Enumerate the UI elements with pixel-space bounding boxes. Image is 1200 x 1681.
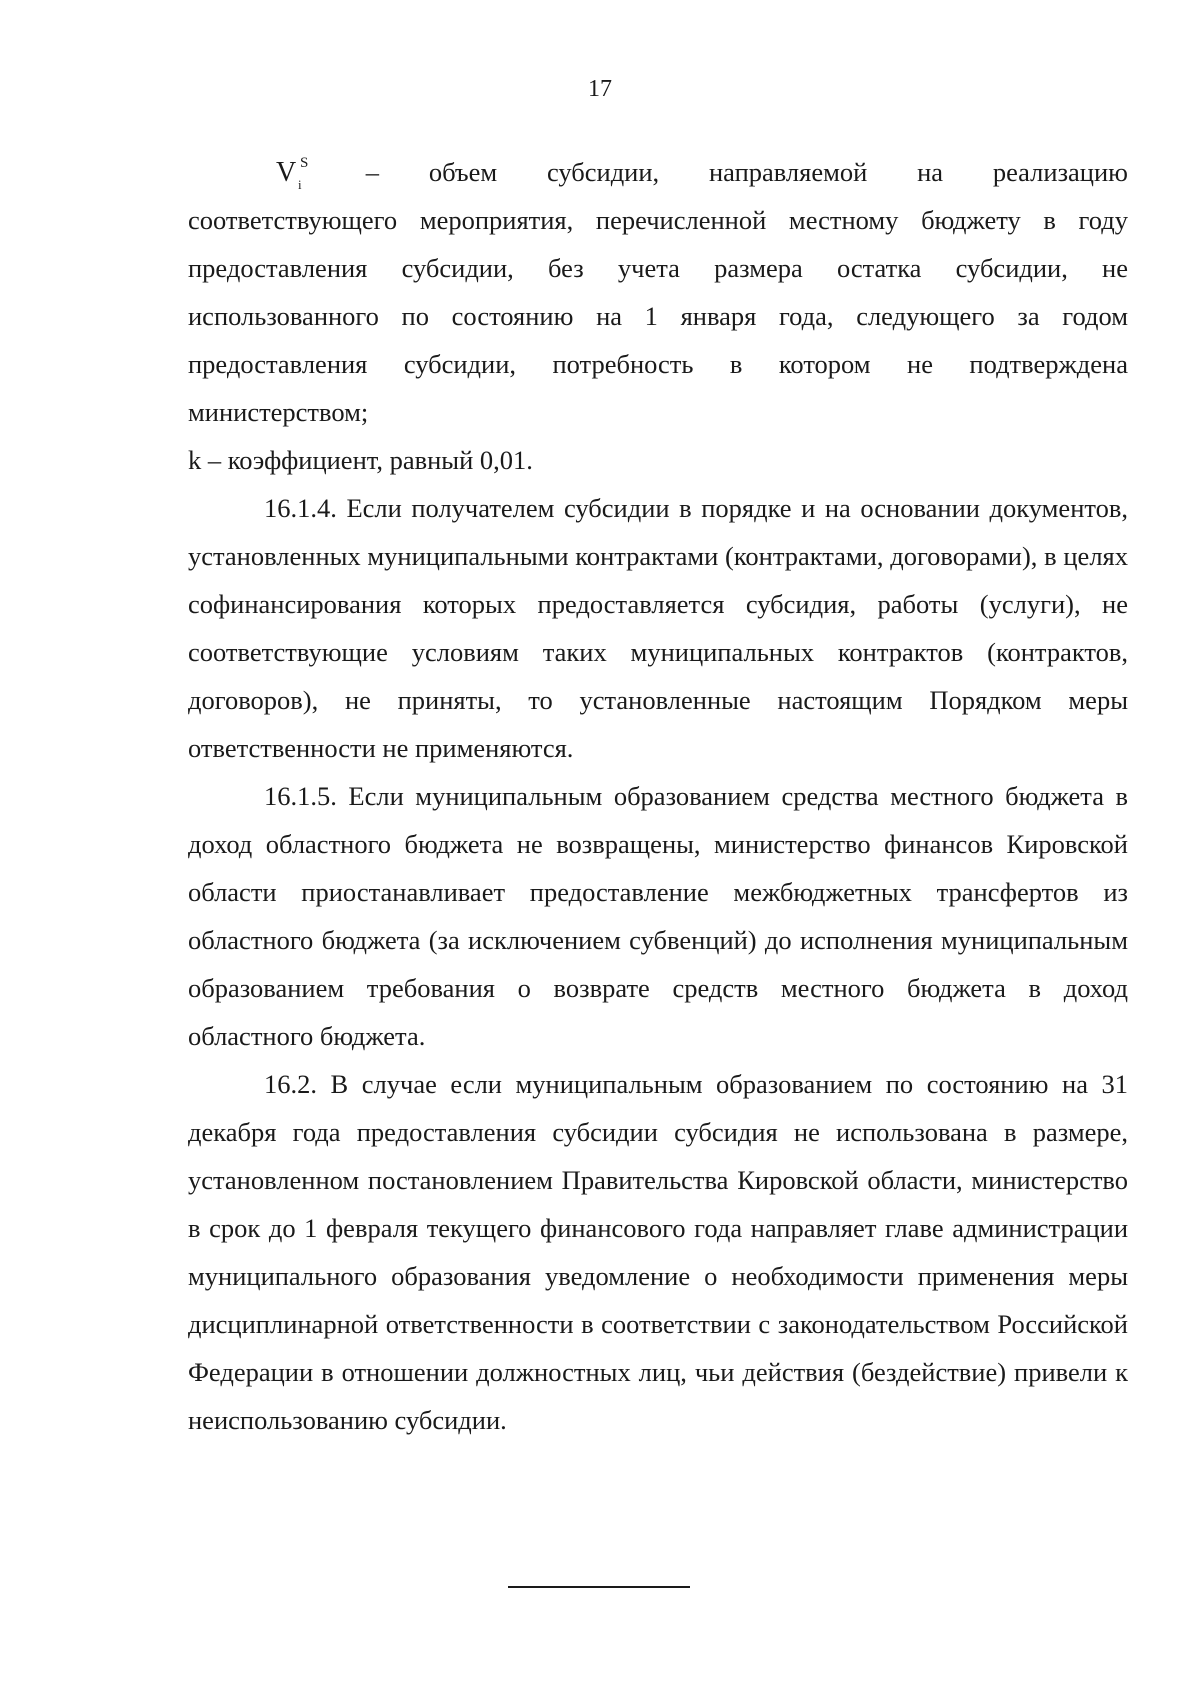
definition-word: направляемой	[708, 157, 868, 187]
symbol-superscript: S	[300, 155, 309, 171]
definition-word: субсидии,	[546, 157, 660, 187]
paragraph-16-2: 16.2. В случае если муниципальным образованием по состоянию на 31 декабря года предоставления субсидии субсидия не использована в размере, установленном постановлением Правительства Кировской области, министерство в срок до 1 февраля текущего финансового года направляет главе администрации муниципального образования уведомление о необходимости применения меры дисциплинарной ответственности в соответствии с законодательством Российской Федерации в отношении должностных лиц, чьи действия (бездействие) привели к неиспользованию субсидии.	[188, 1069, 1128, 1435]
k-coefficient-definition: k – коэффициент, равный 0,01.	[188, 445, 533, 475]
definition-word: объем	[428, 157, 498, 187]
closing-divider-line	[508, 1586, 690, 1588]
document-body	[188, 148, 1128, 1444]
symbol-subscript: i	[298, 177, 302, 192]
symbol-base: V	[276, 157, 297, 188]
formula-symbol	[276, 149, 316, 197]
definition-first-line	[188, 148, 1128, 196]
definition-word: на	[917, 157, 944, 187]
paragraph-16-1-5: 16.1.5. Если муниципальным образованием средства местного бюджета в доход областного бюджета не возвращены, министерство финансов Кировской области приостанавливает предоставление межбюджетных трансфертов из областного бюджета (за исключением субвенций) до исполнения муниципальным образованием требования о возврате средств местного бюджета в доход областного бюджета.	[188, 781, 1128, 1051]
paragraph-16-1-4: 16.1.4. Если получателем субсидии в порядке и на основании документов, установленных муниципальными контрактами (контрактами, договорами), в целях софинансирования которых предоставляется субсидия, работы (услуги), не соответствующие условиям таких муниципальных контрактов (контрактов, договоров), не приняты, то установленные настоящим Порядком меры ответственности не применяются.	[188, 493, 1128, 763]
definition-continuation: соответствующего мероприятия, перечисленной местному бюджету в году предоставления субсидии, без учета размера остатка субсидии, не использованного по состоянию на 1 января года, следующего за годом предоставления субсидии, потребность в котором не подтверждена министерством;	[188, 205, 1128, 427]
definition-dash: –	[365, 157, 380, 187]
definition-word: реализацию	[992, 157, 1128, 187]
page-number: 17	[588, 76, 612, 102]
